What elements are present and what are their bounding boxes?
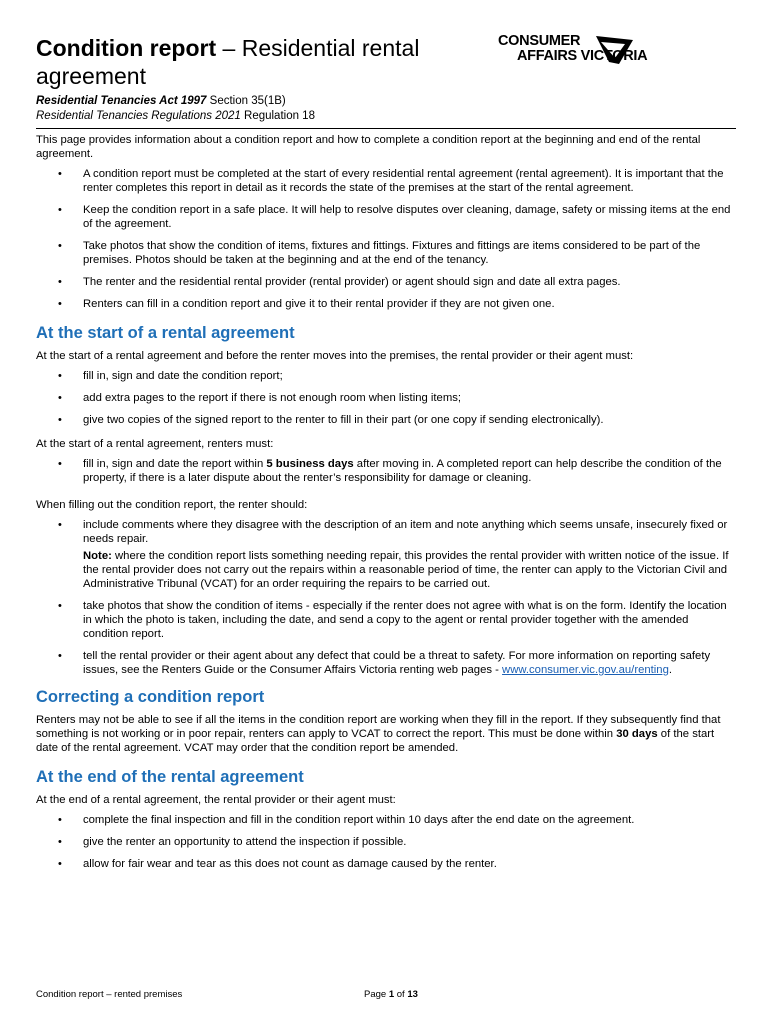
filling-list-cont bbox=[36, 599, 736, 677]
page-total: 13 bbox=[407, 989, 418, 1000]
section-heading-start: At the start of a rental agreement bbox=[36, 324, 295, 342]
intro-paragraph: This page provides information about a condition report and how to complete a condition report at the beginning and end of the rental agreement. bbox=[36, 134, 701, 160]
regulation-number: Regulation 18 bbox=[240, 110, 315, 122]
page-word: Page bbox=[364, 989, 389, 1000]
list-item bbox=[36, 457, 736, 485]
renter-list bbox=[36, 457, 736, 485]
note-text: where the condition report lists something needing repair, this provides the rental provider with written notice of the issue. If the rental provider does not carry out the repairs within a reasonable period of time, the renter can apply to the Victorian Civil and Administrative Tribunal (VCAT) for an order requiring the repairs to be carried out. bbox=[83, 550, 729, 590]
filling-b3-post: . bbox=[668, 664, 672, 676]
provider-list bbox=[36, 369, 736, 427]
correcting-paragraph bbox=[36, 713, 736, 755]
section-heading-correcting: Correcting a condition report bbox=[36, 688, 265, 706]
list-item: • Take photos that show the condition of items, fixtures and fittings. Fixtures and fittings are items considered to be part of the premises. Photos should be taken at the beginning and at the end of the tenancy. bbox=[36, 239, 736, 267]
correcting-post: of the start date of the rental agreement. VCAT may order that the condition report be amended. bbox=[36, 728, 715, 754]
intro-list bbox=[36, 167, 736, 311]
title-rest: – Residential rental agreement bbox=[36, 35, 420, 89]
filling-b3-pre: tell the rental provider or their agent about any defect that could be a threat to safety. For more information on reporting safety issues, see the Renters Guide or the Consumer Affairs Victoria renting web pages - bbox=[83, 650, 711, 676]
list-item: • Keep the condition report in a safe place. It will help to resolve disputes over cleaning, damage, safety or missing items at the end of the agreement. bbox=[36, 203, 736, 231]
act-section: Section 35(1B) bbox=[206, 95, 286, 107]
title-bold: Condition report bbox=[36, 35, 217, 61]
act-name: Residential Tenancies Act 1997 bbox=[36, 95, 207, 107]
section-heading-end: At the end of the rental agreement bbox=[36, 768, 304, 786]
page-title bbox=[36, 34, 476, 90]
list-item: • take photos that show the condition of items - especially if the renter does not agree with what is on the form. Identify the location in which the photo is taken, including the date, and send a copy to the agent or rental provider together with the amended condition report. bbox=[36, 599, 736, 641]
correcting-pre: Renters may not be able to see if all the items in the condition report are working when they fill in the report. If they subsequently find that something is not working or in poor repair, renters can apply to VCAT to correct the report. This must be done within bbox=[36, 714, 721, 740]
list-item: • fill in, sign and date the condition report; bbox=[36, 369, 736, 383]
list-item: • allow for fair wear and tear as this does not count as damage caused by the renter. bbox=[36, 857, 736, 871]
list-item: • The renter and the residential rental provider (rental provider) or agent should sign and date all extra pages. bbox=[36, 275, 736, 289]
filling-list bbox=[36, 518, 736, 546]
filling-lead: When filling out the condition report, the renter should: bbox=[36, 499, 308, 511]
end-lead: At the end of a rental agreement, the rental provider or their agent must: bbox=[36, 794, 396, 806]
list-item: • include comments where they disagree with the description of an item and note anything which seems unsafe, insecurely fixed or needs repair. bbox=[36, 518, 736, 546]
renting-web-link[interactable]: www.consumer.vic.gov.au/renting bbox=[502, 664, 669, 676]
legislation-references bbox=[36, 94, 315, 124]
correcting-bold: 30 days bbox=[616, 728, 658, 740]
header-divider bbox=[36, 128, 736, 129]
document-body bbox=[36, 133, 736, 871]
list-item: • give two copies of the signed report to the renter to fill in their part (or one copy if sending electronically). bbox=[36, 413, 736, 427]
list-item: • A condition report must be completed at the start of every residential rental agreement (rental agreement). It is important that the renter completes this report in detail as it records the state of the premises at the start of the rental agreement. bbox=[36, 167, 736, 195]
end-list bbox=[36, 813, 736, 871]
list-item: • give the renter an opportunity to attend the inspection if possible. bbox=[36, 835, 736, 849]
footer-doc-title: Condition report – rented premises bbox=[36, 989, 183, 1000]
logo-line-1: CONSUMER bbox=[498, 33, 581, 49]
renter-b1-post: after moving in. A completed report can help describe the condition of the property, if there is a later dispute about the renter’s responsibility for damage or cleaning. bbox=[83, 458, 722, 484]
consumer-affairs-victoria-logo bbox=[497, 32, 697, 68]
act-reference bbox=[36, 94, 315, 109]
footer-page-number bbox=[364, 989, 418, 1001]
renter-b1-pre: fill in, sign and date the report within bbox=[83, 458, 267, 470]
renter-b1-bold: 5 business days bbox=[266, 458, 354, 470]
note-label: Note: bbox=[83, 550, 112, 562]
start-lead: At the start of a rental agreement and before the renter moves into the premises, the rental provider or their agent must: bbox=[36, 350, 634, 362]
page-of: of bbox=[394, 989, 408, 1000]
note-paragraph bbox=[36, 549, 736, 591]
list-item bbox=[36, 649, 736, 677]
regulation-name: Residential Tenancies Regulations 2021 bbox=[36, 110, 241, 122]
logo-line-2: AFFAIRS VICTORIA bbox=[517, 48, 648, 64]
page-current: 1 bbox=[388, 989, 395, 1000]
list-item: • add extra pages to the report if there is not enough room when listing items; bbox=[36, 391, 736, 405]
regulation-reference bbox=[36, 109, 315, 124]
list-item: • complete the final inspection and fill in the condition report within 10 days after the end date on the agreement. bbox=[36, 813, 736, 827]
renter-lead: At the start of a rental agreement, renters must: bbox=[36, 438, 274, 450]
list-item: • Renters can fill in a condition report and give it to their rental provider if they are not given one. bbox=[36, 297, 736, 311]
